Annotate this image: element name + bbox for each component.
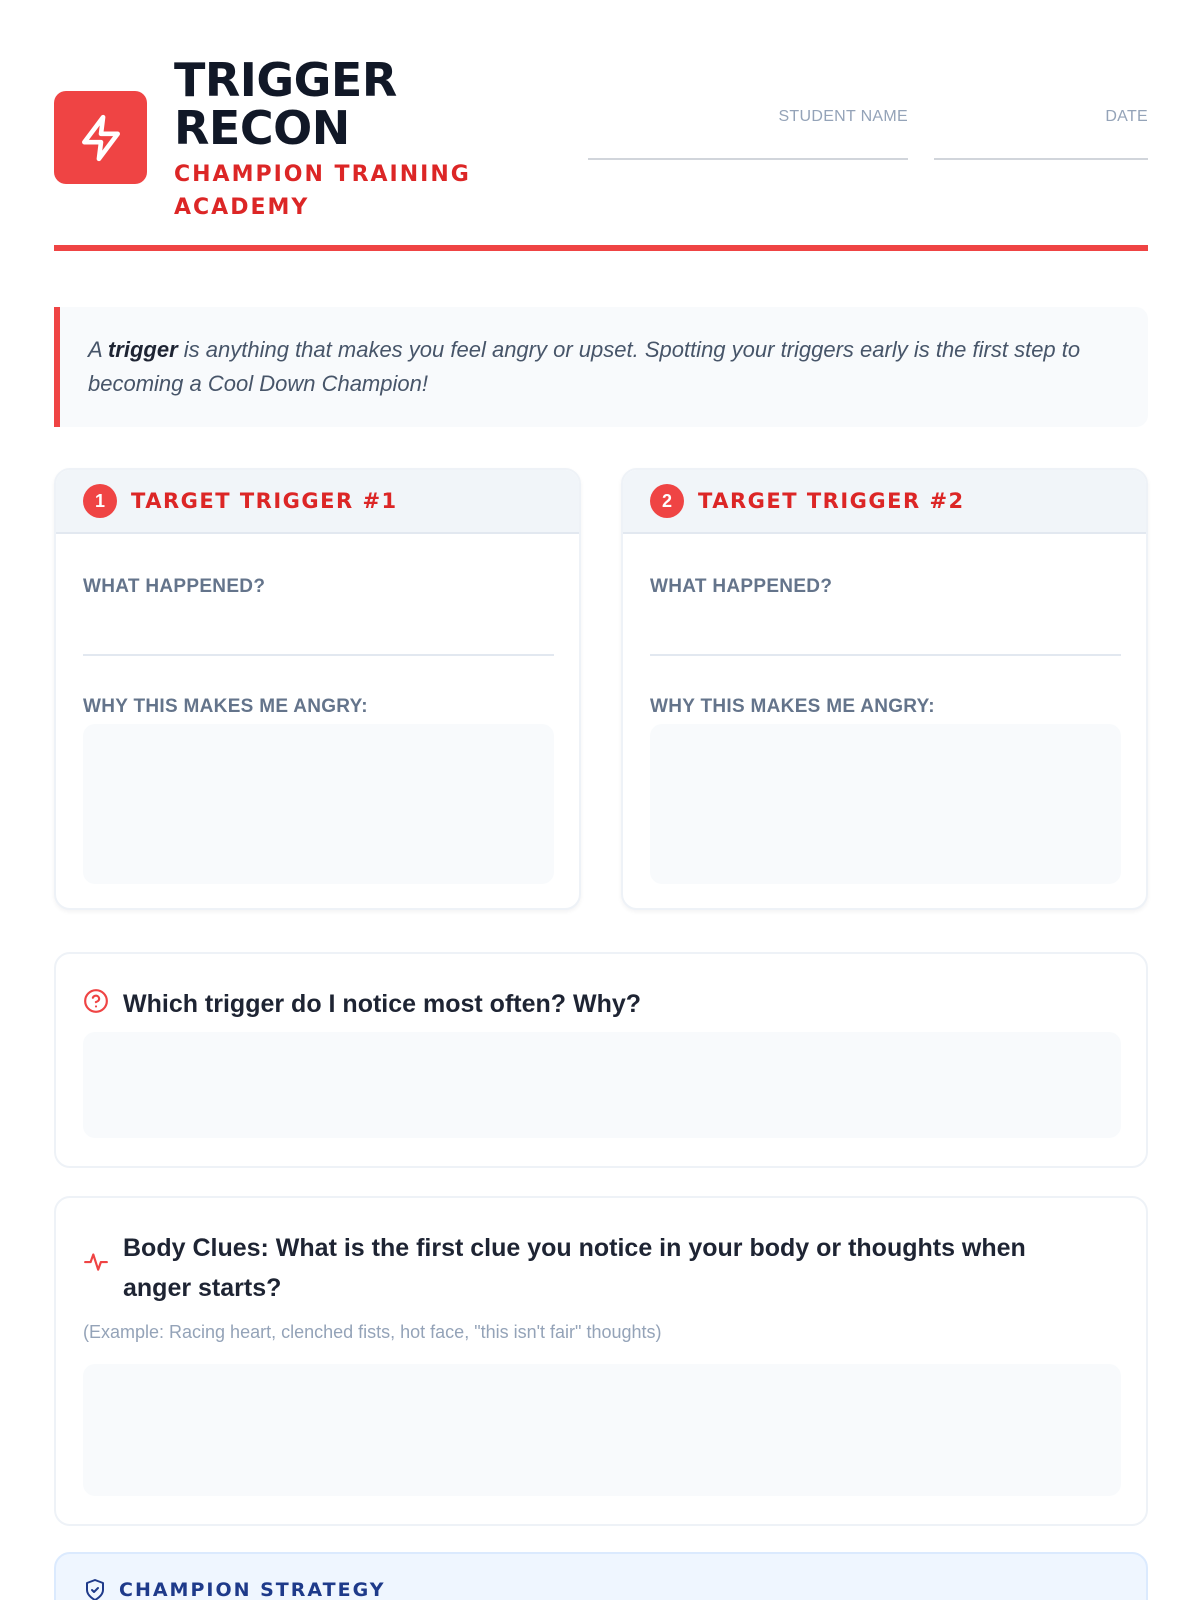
intro-callout (54, 307, 1148, 427)
section-question: Body Clues: What is the first clue you notice in your body or thoughts when anger starts? (123, 1234, 1026, 1302)
what-happened-label: WHAT HAPPENED? (83, 576, 266, 597)
heartbeat-icon (83, 1248, 109, 1274)
question-circle-icon (83, 988, 109, 1014)
strategy-header (83, 1578, 386, 1600)
header-divider (54, 245, 1148, 251)
trigger-card-title: TARGET TRIGGER #2 (698, 489, 965, 513)
trigger-card-header (56, 470, 579, 534)
section-header (83, 984, 641, 1024)
frequent-trigger-answer-box[interactable] (83, 1032, 1121, 1138)
trigger-card-title: TARGET TRIGGER #1 (131, 489, 398, 513)
strategy-title: CHAMPION STRATEGY (119, 1579, 386, 1600)
trigger-card-2 (621, 468, 1148, 910)
worksheet-page (54, 0, 1148, 1600)
champion-strategy-section (54, 1552, 1148, 1600)
shield-check-icon (83, 1578, 107, 1600)
section-header (83, 1228, 1083, 1308)
academy-subtitle: CHAMPION TRAINING ACADEMY (174, 162, 471, 220)
body-clues-section (54, 1196, 1148, 1526)
why-angry-answer-box[interactable] (650, 724, 1121, 884)
header (54, 52, 1148, 222)
what-happened-label: WHAT HAPPENED? (650, 576, 833, 597)
student-name-line[interactable] (588, 158, 908, 160)
trigger-card-1 (54, 468, 581, 910)
why-angry-answer-box[interactable] (83, 724, 554, 884)
lightning-bolt-icon (76, 113, 126, 163)
brand (174, 53, 494, 224)
date-field[interactable] (934, 108, 1148, 160)
trigger-number-badge: 2 (650, 484, 684, 518)
student-name-label: STUDENT NAME (778, 108, 908, 125)
what-happened-line[interactable] (650, 654, 1121, 656)
student-name-field[interactable] (588, 108, 908, 160)
what-happened-line[interactable] (83, 654, 554, 656)
why-angry-label: WHY THIS MAKES ME ANGRY: (650, 696, 935, 717)
intro-keyword: trigger (107, 337, 178, 362)
why-angry-label: WHY THIS MAKES ME ANGRY: (83, 696, 368, 717)
body-clues-answer-box[interactable] (83, 1364, 1121, 1496)
title-line-1: TRIGGER (174, 53, 397, 107)
intro-text: is anything that makes you feel angry or upset. Spotting your triggers early is the first step to becoming a Cool Down Champion! (88, 337, 1081, 396)
logo (54, 91, 147, 184)
page-title (174, 53, 494, 155)
section-question: Which trigger do I notice most often? Why? (123, 990, 642, 1018)
body-clues-example: (Example: Racing heart, clenched fists, hot face, "this isn't fair" thoughts) (83, 1322, 662, 1342)
intro-prefix: A (88, 337, 108, 362)
date-line[interactable] (934, 158, 1148, 160)
date-label: DATE (1105, 108, 1148, 125)
trigger-number-badge: 1 (83, 484, 117, 518)
title-line-2: RECON (174, 101, 350, 155)
frequent-trigger-section (54, 952, 1148, 1168)
trigger-card-header (623, 470, 1146, 534)
